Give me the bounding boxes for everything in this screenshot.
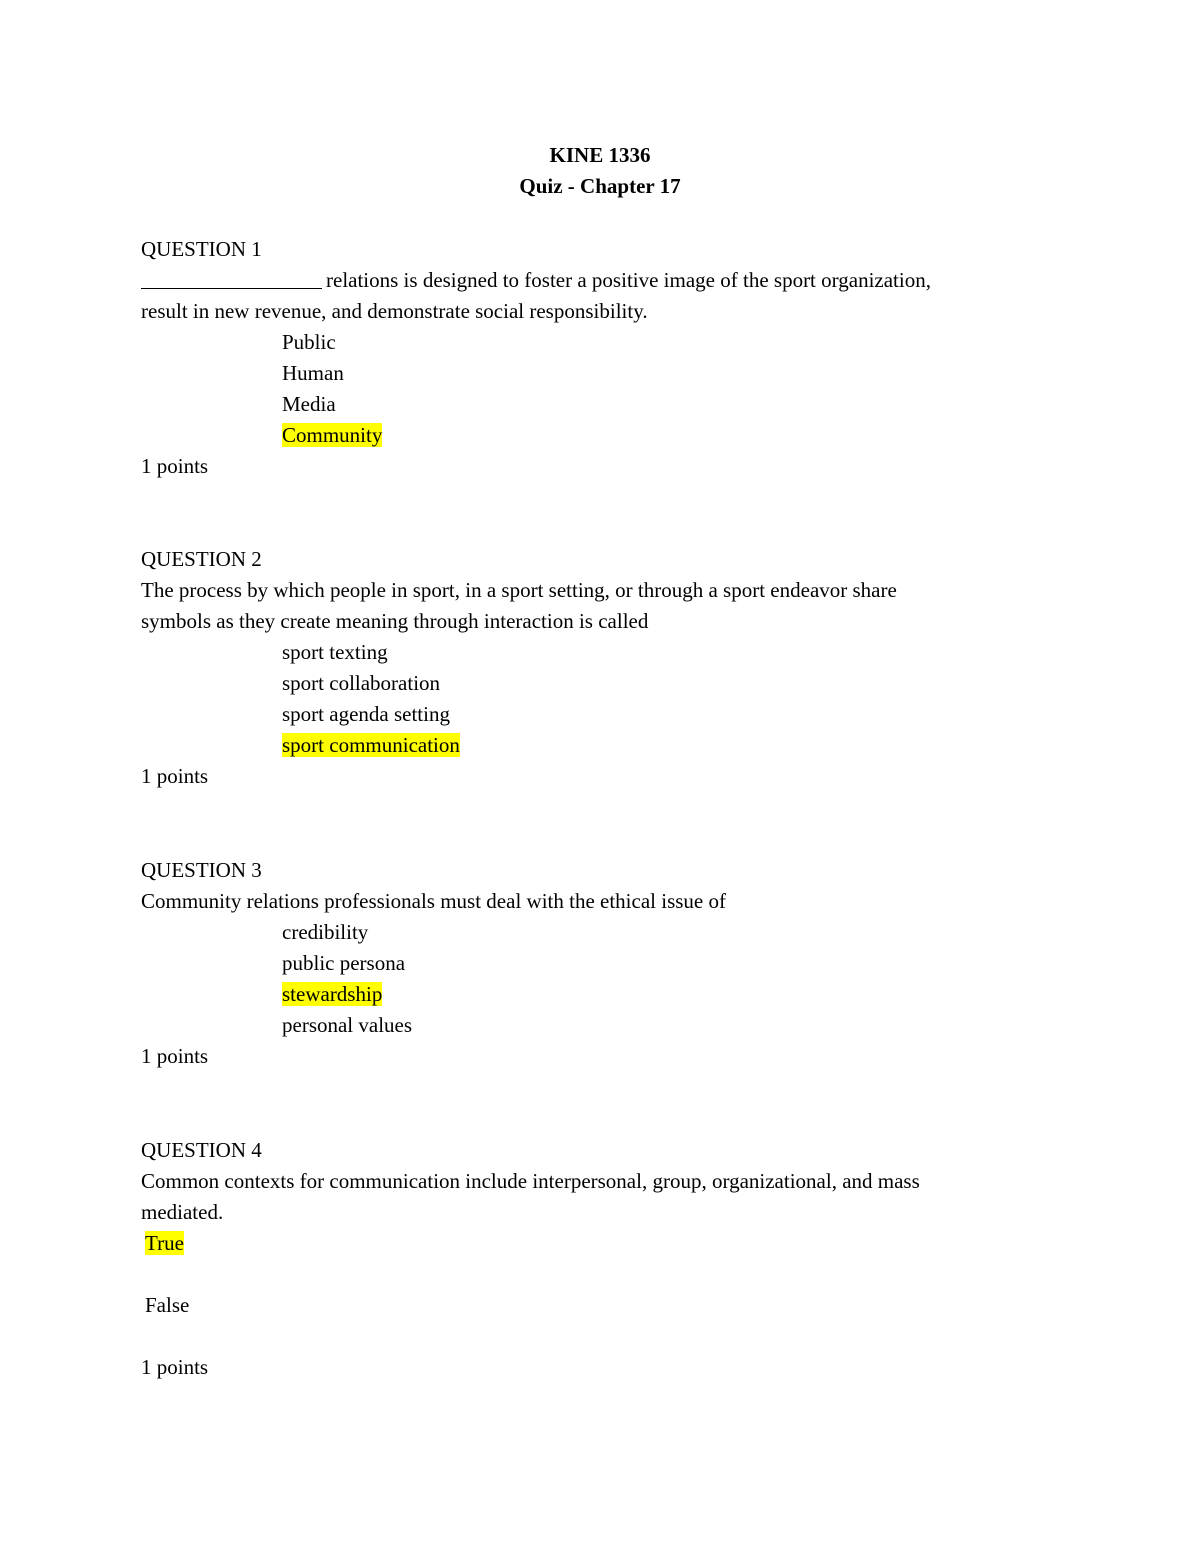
highlighted-answer: Community <box>282 423 383 447</box>
answer-option-correct <box>141 1228 1041 1259</box>
question-1 <box>141 234 1041 482</box>
course-title: KINE 1336 <box>549 143 651 167</box>
answer-option: personal values <box>282 1013 413 1037</box>
question-text: relations is designed to foster a positive image of the sport organization, <box>326 268 931 292</box>
question-label: QUESTION 3 <box>141 858 262 882</box>
answer-option: Public <box>282 330 336 354</box>
answer-option: Media <box>282 392 336 416</box>
answer-option-correct <box>141 979 1041 1010</box>
answer-option: sport agenda setting <box>282 702 450 726</box>
question-text-line: The process by which people in sport, in a sport setting, or through a sport endeavor share <box>141 578 897 602</box>
question-2 <box>141 544 1041 792</box>
spacer <box>141 1259 1041 1290</box>
question-label: QUESTION 1 <box>141 237 262 261</box>
question-label: QUESTION 4 <box>141 1138 262 1162</box>
question-text-line: result in new revenue, and demonstrate social responsibility. <box>141 299 648 323</box>
question-3 <box>141 855 1041 1072</box>
question-points: 1 points <box>141 764 209 788</box>
question-points: 1 points <box>141 454 209 478</box>
question-text-line: symbols as they create meaning through interaction is called <box>141 609 649 633</box>
document-header <box>0 140 1200 202</box>
answer-option: credibility <box>282 920 369 944</box>
question-text-line: mediated. <box>141 1200 224 1224</box>
answer-option-correct <box>141 730 1041 761</box>
question-text-line: Community relations professionals must deal with the ethical issue of <box>141 889 726 913</box>
answer-option: sport collaboration <box>282 671 441 695</box>
question-text-line <box>141 265 1041 296</box>
question-text-line: Common contexts for communication include interpersonal, group, organizational, and mass <box>141 1169 920 1193</box>
question-points: 1 points <box>141 1355 209 1379</box>
answer-option-correct <box>141 420 1041 451</box>
quiz-title: Quiz - Chapter 17 <box>519 174 681 198</box>
answer-option: public persona <box>282 951 406 975</box>
answer-option: Human <box>282 361 344 385</box>
question-points: 1 points <box>141 1044 209 1068</box>
highlighted-answer: sport communication <box>282 733 460 757</box>
answer-blank <box>141 266 322 289</box>
answer-option: sport texting <box>282 640 388 664</box>
spacer <box>141 1321 1041 1352</box>
question-4 <box>141 1135 1041 1383</box>
answer-option: False <box>145 1293 190 1317</box>
question-label: QUESTION 2 <box>141 547 262 571</box>
highlighted-answer: True <box>145 1231 184 1255</box>
highlighted-answer: stewardship <box>282 982 383 1006</box>
